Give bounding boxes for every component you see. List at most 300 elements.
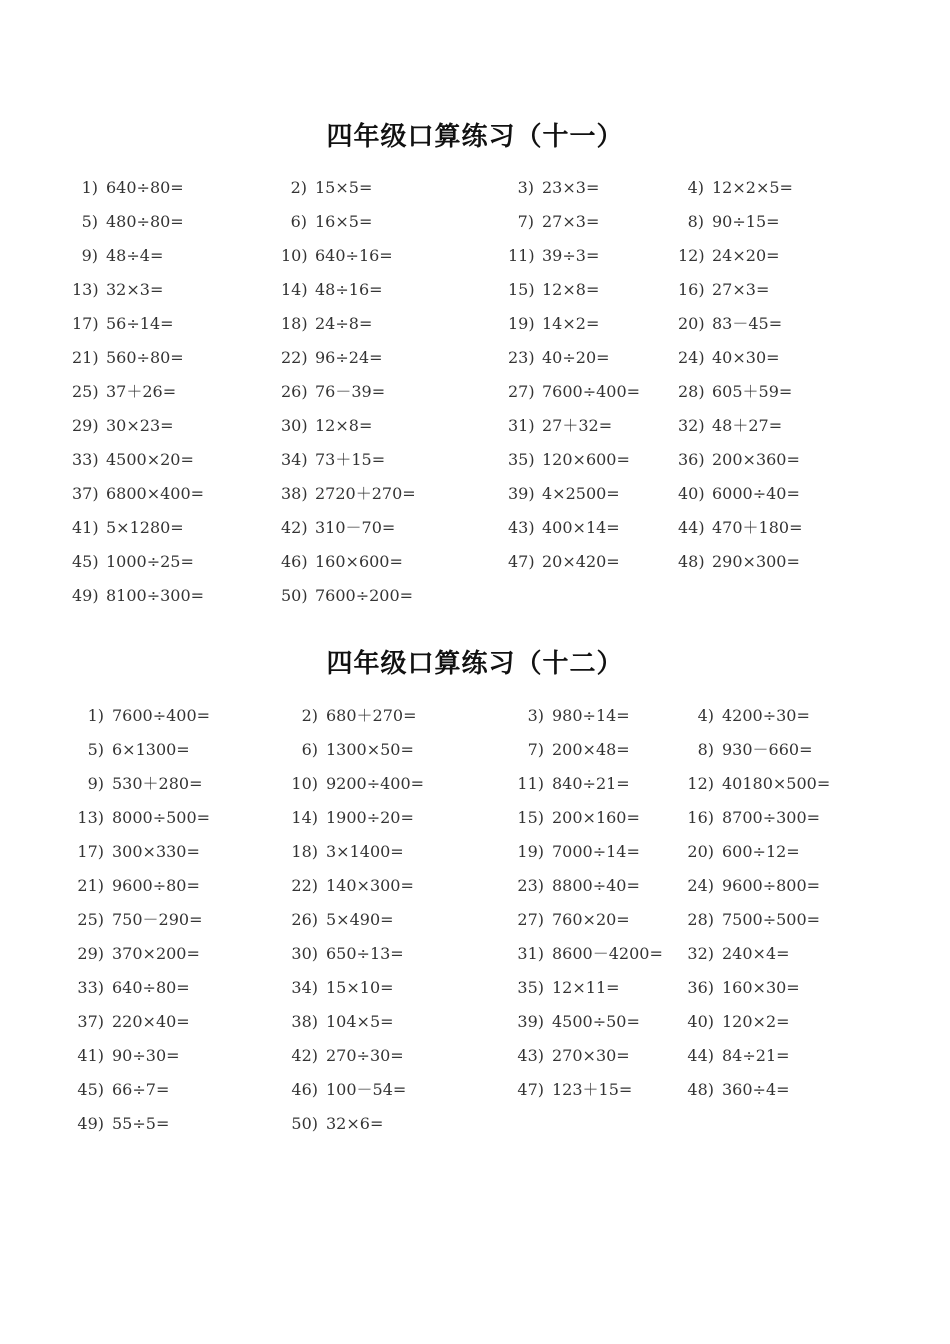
problem-item	[508, 178, 599, 198]
problem-expression: 40×30=	[712, 348, 780, 367]
problem-number: 34)	[291, 978, 318, 997]
problem-number: 36)	[678, 450, 705, 469]
problem-expression: 360÷4=	[722, 1080, 790, 1099]
problem-number: 31)	[517, 944, 544, 963]
problem-number: 25)	[77, 910, 104, 929]
problem-expression: 1300×50=	[326, 740, 414, 759]
section-title-12: 四年级口算练习（十二）	[326, 649, 624, 679]
problem-item	[510, 876, 640, 896]
problem-number: 50)	[291, 1114, 318, 1133]
problem-number: 3)	[517, 178, 534, 197]
problem-expression: 7500÷500=	[722, 910, 821, 929]
problem-expression: 24×20=	[712, 246, 780, 265]
problem-item	[678, 246, 780, 266]
problem-expression: 220×40=	[112, 1012, 190, 1031]
problem-item	[284, 1046, 404, 1066]
problem-expression: 4200÷30=	[722, 706, 810, 725]
problem-item	[508, 246, 599, 266]
problem-item	[678, 314, 782, 334]
problem-number: 27)	[508, 382, 535, 401]
problem-item	[678, 348, 780, 368]
problem-expression: 48＋27=	[712, 416, 783, 435]
problem-number: 1)	[81, 178, 98, 197]
problem-expression: 605＋59=	[712, 382, 793, 401]
problem-item	[72, 586, 204, 606]
problem-expression: 90÷15=	[712, 212, 780, 231]
problem-number: 8)	[687, 212, 704, 231]
problem-number: 27)	[517, 910, 544, 929]
problem-item	[284, 774, 424, 794]
problem-expression: 480÷80=	[106, 212, 184, 231]
problem-item	[510, 808, 640, 828]
problem-item	[70, 774, 203, 794]
problem-expression: 640÷16=	[315, 246, 393, 265]
problem-item	[72, 484, 204, 504]
problem-expression: 27＋32=	[542, 416, 613, 435]
problem-item	[72, 416, 174, 436]
problem-expression: 4500÷50=	[552, 1012, 640, 1031]
problem-expression: 560÷80=	[106, 348, 184, 367]
problem-expression: 8600－4200=	[552, 944, 663, 963]
problem-number: 49)	[77, 1114, 104, 1133]
problem-item	[284, 842, 404, 862]
problem-number: 47)	[508, 552, 535, 571]
problem-expression: 9600÷80=	[112, 876, 200, 895]
problem-item	[680, 842, 800, 862]
problem-expression: 76－39=	[315, 382, 386, 401]
problem-number: 16)	[687, 808, 714, 827]
problem-item	[70, 1080, 169, 1100]
problem-item	[70, 978, 190, 998]
problem-expression: 37＋26=	[106, 382, 177, 401]
problem-number: 49)	[72, 586, 99, 605]
problem-number: 45)	[77, 1080, 104, 1099]
problem-item	[70, 1012, 190, 1032]
problem-item	[284, 944, 404, 964]
problem-number: 32)	[678, 416, 705, 435]
problem-number: 41)	[72, 518, 99, 537]
problem-number: 24)	[678, 348, 705, 367]
problem-number: 12)	[687, 774, 714, 793]
problem-expression: 120×600=	[542, 450, 630, 469]
problem-number: 43)	[517, 1046, 544, 1065]
problem-number: 9)	[81, 246, 98, 265]
problem-item	[508, 518, 620, 538]
problem-item	[72, 348, 184, 368]
problem-expression: 9600÷800=	[722, 876, 821, 895]
problem-number: 10)	[291, 774, 318, 793]
problem-item	[678, 518, 803, 538]
problem-number: 39)	[517, 1012, 544, 1031]
problem-expression: 640÷80=	[106, 178, 184, 197]
problem-number: 17)	[72, 314, 99, 333]
problem-number: 30)	[291, 944, 318, 963]
problem-expression: 56÷14=	[106, 314, 174, 333]
problem-expression: 7000÷14=	[552, 842, 640, 861]
problem-expression: 7600÷400=	[542, 382, 641, 401]
problem-expression: 5×490=	[326, 910, 394, 929]
problem-item	[508, 314, 599, 334]
problem-item	[508, 212, 599, 232]
problem-expression: 750－290=	[112, 910, 203, 929]
problem-expression: 8100÷300=	[106, 586, 205, 605]
problem-expression: 23×3=	[542, 178, 600, 197]
problem-item	[510, 1012, 640, 1032]
problem-number: 19)	[508, 314, 535, 333]
problem-number: 38)	[281, 484, 308, 503]
problem-item	[281, 280, 383, 300]
problem-number: 11)	[508, 246, 535, 265]
problem-expression: 930－660=	[722, 740, 813, 759]
problem-expression: 48÷4=	[106, 246, 164, 265]
problem-item	[281, 586, 413, 606]
problem-item	[678, 382, 792, 402]
problem-item	[70, 1114, 169, 1134]
problem-expression: 16×5=	[315, 212, 373, 231]
problem-expression: 7600÷200=	[315, 586, 414, 605]
problem-item	[508, 450, 630, 470]
problem-expression: 104×5=	[326, 1012, 394, 1031]
problem-item	[678, 178, 793, 198]
problem-number: 40)	[687, 1012, 714, 1031]
problem-number: 29)	[77, 944, 104, 963]
problem-item	[678, 484, 800, 504]
problem-item	[284, 1012, 394, 1032]
problem-number: 5)	[87, 740, 104, 759]
problem-number: 4)	[687, 178, 704, 197]
problem-number: 38)	[291, 1012, 318, 1031]
problem-number: 20)	[678, 314, 705, 333]
problem-item	[284, 978, 394, 998]
problem-number: 14)	[291, 808, 318, 827]
problem-expression: 600÷12=	[722, 842, 800, 861]
problem-expression: 90÷30=	[112, 1046, 180, 1065]
problem-item	[70, 944, 200, 964]
problem-expression: 40÷20=	[542, 348, 610, 367]
problem-expression: 12×11=	[552, 978, 620, 997]
problem-number: 3)	[527, 706, 544, 725]
problem-expression: 8000÷500=	[112, 808, 211, 827]
problem-number: 39)	[508, 484, 535, 503]
problem-item	[281, 246, 393, 266]
problem-item	[510, 706, 630, 726]
problem-item	[70, 740, 190, 760]
problem-expression: 2720＋270=	[315, 484, 416, 503]
problem-expression: 680＋270=	[326, 706, 417, 725]
problem-expression: 120×2=	[722, 1012, 790, 1031]
problem-expression: 15×10=	[326, 978, 394, 997]
problem-number: 33)	[77, 978, 104, 997]
problem-item	[70, 842, 200, 862]
problem-item	[678, 212, 780, 232]
problem-item	[680, 876, 820, 896]
problem-number: 1)	[87, 706, 104, 725]
problem-expression: 370×200=	[112, 944, 200, 963]
problem-item	[508, 280, 599, 300]
problem-number: 46)	[291, 1080, 318, 1099]
problem-expression: 980÷14=	[552, 706, 630, 725]
problem-expression: 160×30=	[722, 978, 800, 997]
problem-expression: 840÷21=	[552, 774, 630, 793]
problem-expression: 83－45=	[712, 314, 783, 333]
problem-item	[281, 382, 385, 402]
problem-item	[680, 978, 800, 998]
problem-item	[510, 944, 663, 964]
problem-expression: 66÷7=	[112, 1080, 170, 1099]
problem-expression: 27×3=	[542, 212, 600, 231]
problem-number: 35)	[517, 978, 544, 997]
problem-expression: 8800÷40=	[552, 876, 640, 895]
problem-item	[680, 740, 813, 760]
problem-number: 7)	[517, 212, 534, 231]
problem-number: 7)	[527, 740, 544, 759]
problem-item	[70, 1046, 180, 1066]
problem-expression: 290×300=	[712, 552, 800, 571]
problem-number: 33)	[72, 450, 99, 469]
problem-expression: 760×20=	[552, 910, 630, 929]
problem-number: 44)	[678, 518, 705, 537]
problem-number: 42)	[291, 1046, 318, 1065]
problem-expression: 39÷3=	[542, 246, 600, 265]
problem-number: 16)	[678, 280, 705, 299]
problem-item	[281, 552, 403, 572]
problem-item	[508, 348, 610, 368]
problem-expression: 96÷24=	[315, 348, 383, 367]
problem-number: 13)	[77, 808, 104, 827]
problem-number: 32)	[687, 944, 714, 963]
problem-number: 48)	[687, 1080, 714, 1099]
problem-item	[72, 552, 194, 572]
problem-expression: 123＋15=	[552, 1080, 633, 1099]
problem-number: 4)	[697, 706, 714, 725]
problem-expression: 7600÷400=	[112, 706, 211, 725]
problem-item	[281, 212, 372, 232]
problem-expression: 270÷30=	[326, 1046, 404, 1065]
problem-number: 18)	[281, 314, 308, 333]
problem-expression: 32×3=	[106, 280, 164, 299]
problem-number: 37)	[77, 1012, 104, 1031]
section-title-11: 四年级口算练习（十一）	[326, 122, 624, 152]
problem-number: 30)	[281, 416, 308, 435]
problem-number: 29)	[72, 416, 99, 435]
problem-item	[680, 1046, 790, 1066]
problem-expression: 270×30=	[552, 1046, 630, 1065]
problem-item	[284, 876, 414, 896]
problem-item	[680, 910, 820, 930]
problem-item	[70, 910, 203, 930]
problem-item	[510, 910, 630, 930]
problem-item	[510, 1080, 632, 1100]
problem-item	[281, 178, 372, 198]
problem-number: 45)	[72, 552, 99, 571]
problem-expression: 12×8=	[542, 280, 600, 299]
problem-number: 48)	[678, 552, 705, 571]
problem-expression: 650÷13=	[326, 944, 404, 963]
problem-expression: 1900÷20=	[326, 808, 414, 827]
problem-item	[72, 518, 184, 538]
problem-expression: 15×5=	[315, 178, 373, 197]
problem-item	[284, 808, 414, 828]
problem-number: 28)	[687, 910, 714, 929]
problem-expression: 6×1300=	[112, 740, 190, 759]
problem-item	[72, 178, 184, 198]
problem-number: 24)	[687, 876, 714, 895]
problem-number: 42)	[281, 518, 308, 537]
problem-number: 35)	[508, 450, 535, 469]
problem-expression: 160×600=	[315, 552, 403, 571]
problem-number: 17)	[77, 842, 104, 861]
problem-item	[680, 774, 830, 794]
problem-item	[510, 740, 630, 760]
problem-item	[281, 484, 416, 504]
problem-number: 31)	[508, 416, 535, 435]
problem-number: 22)	[281, 348, 308, 367]
problem-number: 2)	[290, 178, 307, 197]
problem-item	[678, 416, 782, 436]
problem-number: 6)	[290, 212, 307, 231]
problem-number: 40)	[678, 484, 705, 503]
problem-number: 37)	[72, 484, 99, 503]
problem-number: 9)	[87, 774, 104, 793]
problem-number: 6)	[301, 740, 318, 759]
problem-expression: 200×160=	[552, 808, 640, 827]
problem-expression: 6800×400=	[106, 484, 205, 503]
problem-number: 8)	[697, 740, 714, 759]
problem-number: 23)	[517, 876, 544, 895]
problem-item	[70, 808, 210, 828]
problem-expression: 400×14=	[542, 518, 620, 537]
problem-number: 36)	[687, 978, 714, 997]
problem-expression: 530＋280=	[112, 774, 203, 793]
problem-number: 20)	[687, 842, 714, 861]
problem-expression: 30×23=	[106, 416, 174, 435]
problem-number: 11)	[517, 774, 544, 793]
problem-expression: 4×2500=	[542, 484, 620, 503]
problem-expression: 40180×500=	[722, 774, 831, 793]
problem-item	[281, 450, 385, 470]
problem-item	[680, 706, 810, 726]
problem-item	[281, 416, 372, 436]
problem-number: 43)	[508, 518, 535, 537]
problem-item	[72, 246, 163, 266]
problem-number: 34)	[281, 450, 308, 469]
problem-item	[680, 1080, 790, 1100]
problem-expression: 55÷5=	[112, 1114, 170, 1133]
problem-item	[510, 1046, 630, 1066]
problem-item	[510, 774, 630, 794]
problem-expression: 12×2×5=	[712, 178, 793, 197]
problem-number: 15)	[517, 808, 544, 827]
problem-expression: 4500×20=	[106, 450, 194, 469]
problem-number: 26)	[281, 382, 308, 401]
problem-item	[72, 450, 194, 470]
problem-number: 15)	[508, 280, 535, 299]
problem-number: 26)	[291, 910, 318, 929]
problem-expression: 12×8=	[315, 416, 373, 435]
problem-item	[678, 450, 800, 470]
problem-expression: 300×330=	[112, 842, 200, 861]
problem-number: 19)	[517, 842, 544, 861]
problem-item	[70, 876, 200, 896]
problem-expression: 240×4=	[722, 944, 790, 963]
problem-expression: 84÷21=	[722, 1046, 790, 1065]
problem-item	[284, 1080, 406, 1100]
problem-item	[284, 1114, 383, 1134]
problem-number: 5)	[81, 212, 98, 231]
problem-item	[284, 706, 417, 726]
problem-item	[510, 842, 640, 862]
problem-expression: 6000÷40=	[712, 484, 800, 503]
problem-item	[72, 280, 163, 300]
problem-item	[678, 552, 800, 572]
problem-number: 21)	[72, 348, 99, 367]
problem-expression: 470＋180=	[712, 518, 803, 537]
problem-number: 12)	[678, 246, 705, 265]
problem-number: 14)	[281, 280, 308, 299]
problem-number: 13)	[72, 280, 99, 299]
problem-number: 41)	[77, 1046, 104, 1065]
problem-expression: 8700÷300=	[722, 808, 821, 827]
problem-item	[508, 484, 620, 504]
problem-expression: 20×420=	[542, 552, 620, 571]
problem-expression: 5×1280=	[106, 518, 184, 537]
problem-item	[72, 382, 176, 402]
problem-number: 25)	[72, 382, 99, 401]
problem-expression: 48÷16=	[315, 280, 383, 299]
problem-expression: 140×300=	[326, 876, 414, 895]
problem-expression: 310－70=	[315, 518, 396, 537]
problem-item	[70, 706, 210, 726]
problem-item	[510, 978, 620, 998]
problem-item	[508, 382, 640, 402]
problem-expression: 73＋15=	[315, 450, 386, 469]
problem-expression: 200×360=	[712, 450, 800, 469]
problem-expression: 9200÷400=	[326, 774, 425, 793]
problem-number: 44)	[687, 1046, 714, 1065]
problem-item	[281, 348, 383, 368]
problem-expression: 640÷80=	[112, 978, 190, 997]
problem-expression: 200×48=	[552, 740, 630, 759]
problem-number: 28)	[678, 382, 705, 401]
problem-item	[678, 280, 769, 300]
problem-item	[680, 808, 820, 828]
problem-number: 46)	[281, 552, 308, 571]
problem-expression: 27×3=	[712, 280, 770, 299]
problem-number: 23)	[508, 348, 535, 367]
problem-item	[281, 314, 372, 334]
problem-item	[72, 212, 184, 232]
problem-item	[508, 416, 612, 436]
problem-item	[281, 518, 395, 538]
problem-expression: 100－54=	[326, 1080, 407, 1099]
problem-expression: 24÷8=	[315, 314, 373, 333]
problem-item	[508, 552, 620, 572]
problem-expression: 3×1400=	[326, 842, 404, 861]
problem-number: 18)	[291, 842, 318, 861]
problem-number: 10)	[281, 246, 308, 265]
problem-number: 2)	[301, 706, 318, 725]
problem-item	[680, 944, 790, 964]
problem-expression: 32×6=	[326, 1114, 384, 1133]
problem-expression: 1000÷25=	[106, 552, 194, 571]
problem-item	[284, 910, 394, 930]
problem-number: 21)	[77, 876, 104, 895]
problem-number: 47)	[517, 1080, 544, 1099]
problem-expression: 14×2=	[542, 314, 600, 333]
problem-item	[284, 740, 414, 760]
problem-number: 50)	[281, 586, 308, 605]
problem-item	[680, 1012, 790, 1032]
